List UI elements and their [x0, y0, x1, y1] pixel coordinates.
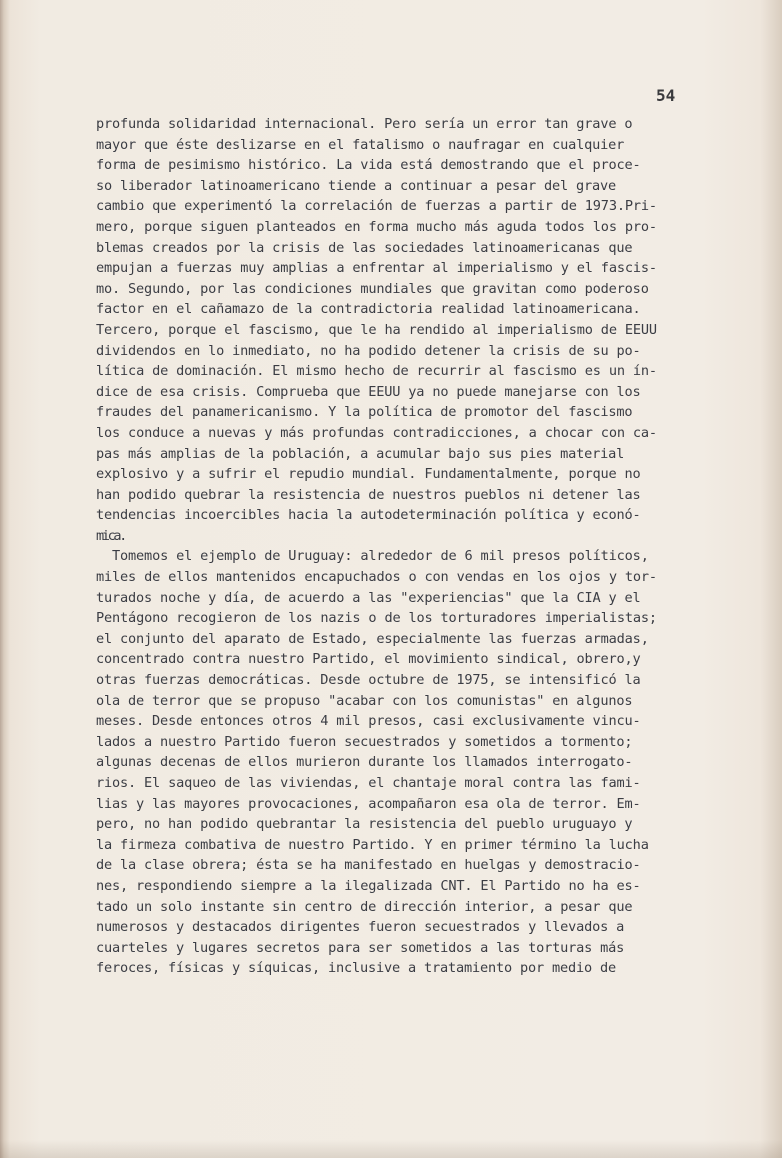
- text-line: de la clase obrera; ésta se ha manifestado en huelgas y demostracio-: [96, 857, 641, 874]
- text-line: meses. Desde entonces otros 4 mil presos, casi exclusivamente vincu-: [96, 713, 641, 730]
- text-line: dividendos en lo inmediato, no ha podido detener la crisis de su po-: [96, 342, 641, 359]
- text-line: blemas creados por la crisis de las sociedades latinoamericanas que: [96, 239, 633, 256]
- text-line: profunda solidaridad internacional. Pero sería un error tan grave o: [96, 116, 633, 132]
- text-line: cuarteles y lugares secretos para ser sometidos a las torturas más: [96, 939, 625, 956]
- text-line: cambio que experimentó la correlación de fuerzas a partir de 1973.Pri-: [96, 198, 657, 215]
- text-line: turados noche y día, de acuerdo a las "experiencias" que la CIA y el: [96, 589, 641, 606]
- text-line: la firmeza combativa de nuestro Partido. Y en primer término la lucha: [96, 836, 649, 853]
- text-line: factor en el cañamazo de la contradictoria realidad latinoamericana.: [96, 301, 641, 318]
- text-line: lítica de dominación. El mismo hecho de recurrir al fascismo es un ín-: [96, 363, 657, 380]
- text-line: miles de ellos mantenidos encapuchados o con vendas en los ojos y tor-: [96, 569, 657, 586]
- text-line: dice de esa crisis. Comprueba que EEUU ya no puede manejarse con los: [96, 383, 641, 400]
- text-line: han podido quebrar la resistencia de nuestros pueblos ni detener las: [96, 486, 641, 503]
- text-line: rios. El saqueo de las viviendas, el chantaje moral contra las fami-: [96, 775, 641, 791]
- text-line: concentrado contra nuestro Partido, el movimiento sindical, obrero,y: [96, 651, 641, 668]
- text-line: numerosos y destacados dirigentes fueron secuestrados y llevados a: [96, 919, 625, 936]
- page-number: 54: [656, 86, 676, 105]
- text-line: Pentágono recogieron de los nazis o de los torturadores imperialistas;: [96, 610, 657, 627]
- text-line: Tercero, porque el fascismo, que le ha rendido al imperialismo de EEUU: [96, 321, 657, 338]
- text-line: mica.: [96, 527, 125, 544]
- text-line: fraudes del panamericanismo. Y la política de promotor del fascismo: [96, 404, 633, 421]
- text-line: otras fuerzas democráticas. Desde octubre de 1975, se intensificó la: [96, 672, 641, 689]
- text-line: pas más amplias de la población, a acumular bajo sus pies material: [96, 445, 625, 462]
- text-line: lados a nuestro Partido fueron secuestrados y sometidos a tormento;: [96, 733, 633, 750]
- text-line: algunas decenas de ellos murieron durante los llamados interrogato-: [96, 754, 633, 771]
- text-line: lias y las mayores provocaciones, acompañaron esa ola de terror. Em-: [96, 795, 641, 812]
- text-line: mo. Segundo, por las condiciones mundiales que gravitan como poderoso: [96, 280, 649, 297]
- text-line: mayor que éste deslizarse en el fatalismo o naufragar en cualquier: [96, 136, 625, 153]
- text-line: forma de pesimismo histórico. La vida está demostrando que el proce-: [96, 157, 641, 174]
- text-line: mero, porque siguen planteados en forma mucho más aguda todos los pro-: [96, 218, 657, 235]
- text-line: explosivo y a sufrir el repudio mundial. Fundamentalmente, porque no: [96, 466, 641, 483]
- text-line: empujan a fuerzas muy amplias a enfrentar al imperialismo y el fascis-: [96, 260, 657, 277]
- body-text: [96, 114, 736, 979]
- text-line: so liberador latinoamericano tiende a continuar a pesar del grave: [96, 177, 616, 194]
- text-line: el conjunto del aparato de Estado, especialmente las fuerzas armadas,: [96, 630, 649, 647]
- text-line: tado un solo instante sin centro de dirección interior, a pesar que: [96, 898, 633, 915]
- text-line: Tomemos el ejemplo de Uruguay: alrededor de 6 mil presos políticos,: [96, 548, 649, 565]
- text-line: los conduce a nuevas y más profundas contradicciones, a chocar con ca-: [96, 424, 657, 441]
- text-line: nes, respondiendo siempre a la ilegalizada CNT. El Partido no ha es-: [96, 877, 641, 894]
- text-line: tendencias incoercibles hacia la autodeterminación política y econó-: [96, 507, 641, 524]
- text-line: ola de terror que se propuso "acabar con los comunistas" en algunos: [96, 692, 633, 709]
- text-line: pero, no han podido quebrantar la resistencia del pueblo uruguayo y: [96, 816, 633, 833]
- text-line: feroces, físicas y síquicas, inclusive a tratamiento por medio de: [96, 960, 616, 977]
